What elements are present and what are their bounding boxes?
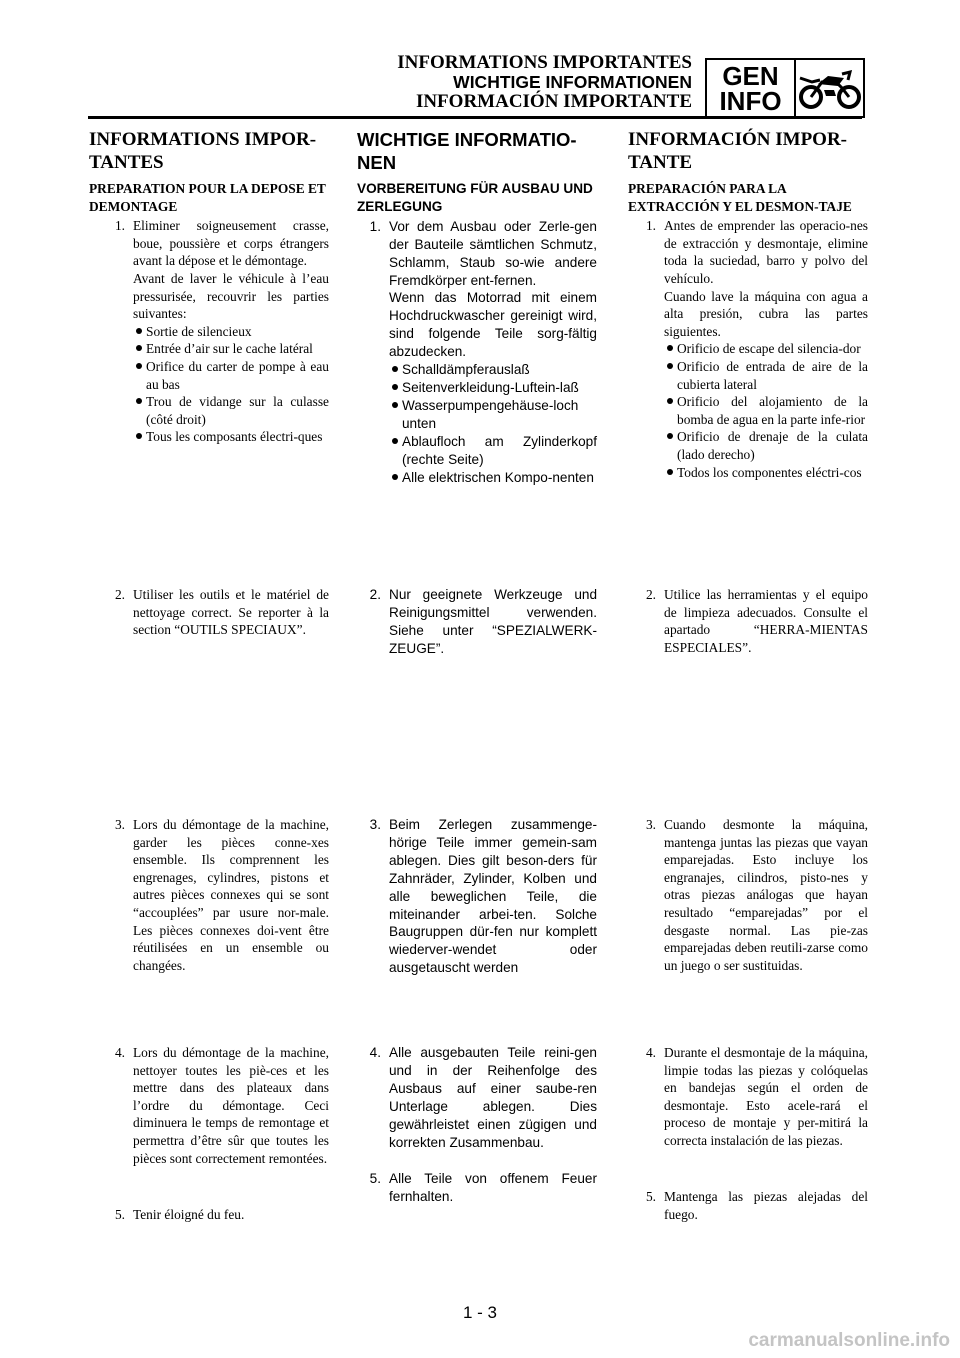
bullet-icon — [133, 340, 146, 358]
bullet-text: Alle elektrischen Kompo-nenten — [402, 469, 594, 485]
bullet-icon — [664, 340, 677, 358]
es-bullet — [664, 358, 868, 393]
bullet-text: Trou de vidange sur la culasse (côté droit) — [146, 394, 329, 427]
de-subheading: VORBEREITUNG FÜR AUSBAU UND ZERLEGUNG — [357, 181, 593, 214]
step-number: 4. — [369, 1045, 381, 1060]
bullet-icon — [133, 323, 146, 341]
spanish-column — [628, 128, 868, 481]
es-step-1-text: Antes de emprender las operacio-nes de extracción y desmontaje, elimine toda la suciedad, barro y polvo del vehículo. — [664, 218, 868, 286]
bullet-text: Seitenverkleidung-Luftein-laß — [402, 379, 579, 395]
es-step-1-note: Cuando lave la máquina con agua a alta presión, cubra las partes siguientes. — [664, 288, 868, 339]
es-heading: INFORMACIÓN IMPOR-TANTE — [628, 129, 848, 173]
step-number: 2. — [645, 587, 656, 602]
es-step-4 — [628, 1044, 868, 1150]
step-number: 5. — [369, 1171, 381, 1186]
bullet-text: Sortie de silencieux — [146, 323, 252, 339]
fr-step-1-note: Avant de laver le véhicule à l’eau pressurisée, recouvrir les parties suivantes: — [133, 270, 329, 322]
bullet-icon — [389, 397, 402, 433]
fr-heading: INFORMATIONS IMPOR-TANTES — [89, 129, 317, 173]
fr-bullet — [133, 393, 329, 428]
step-text: Durante el desmontaje de la máquina, limpie todas las piezas y colóquelas en bandejas según el orden de desmontaje. Esto acele-rará el proceso de montaje y per-mitirá la correcta instalación de las piezas. — [664, 1045, 868, 1148]
bullet-icon — [133, 393, 146, 428]
es-bullet — [664, 340, 868, 358]
german-column — [357, 128, 597, 486]
step-text: Beim Zerlegen zusammenge-hörige Teile immer gemein-sam ablegen. Dies gilt beson-ders für Zahnräder, Zylinder, Kolben und alle beweglichen Teile, die miteinander arbei-ten. Solche Baugruppen dür-fen nur komplett wiederver-wendet oder ausgetauscht werden — [389, 817, 597, 976]
step-number: 2. — [369, 587, 381, 602]
bullet-icon — [389, 433, 402, 469]
step-text: Lors du démontage de la machine, nettoyer toutes les piè-ces et les mettre dans des plateaux dans l’ordre du démontage. Ceci diminuera le temps de remontage et permettra d’être sûr que toutes les pièces sont correctement remontées. — [133, 1045, 329, 1166]
de-step-1-note: Wenn das Motorrad mit einem Hochdruckwascher gereinigt wird, sind folgende Teile sorg-fältig abzudecken. — [389, 290, 597, 360]
de-bullet — [389, 433, 597, 469]
step-number: 3. — [369, 817, 381, 832]
de-bullet — [389, 397, 597, 433]
de-step-1 — [357, 218, 597, 487]
de-heading: WICHTIGE INFORMATIO-NEN — [357, 129, 577, 173]
step-number: 1. — [114, 218, 125, 234]
bullet-text: Ablaufloch am Zylinderkopf (rechte Seite) — [402, 433, 597, 467]
es-subheading: PREPARACIÓN PARA LA EXTRACCIÓN Y EL DESMON-TAJE — [628, 181, 852, 214]
bullet-icon — [664, 393, 677, 428]
de-step-1-text: Vor dem Ausbau oder Zerle-gen der Bauteile sämtlichen Schmutz, Schlamm, Staub so-wie andere Fremdkörper ent-fernen. — [389, 218, 597, 288]
fr-step-5 — [89, 1206, 329, 1224]
gen-info-label — [707, 60, 796, 116]
de-step-4 — [357, 1044, 597, 1151]
bullet-icon — [664, 358, 677, 393]
bullet-icon — [389, 469, 402, 487]
step-text: Utilice las herramientas y el equipo de limpieza adecuados. Consulte el apartado “HERRA-MIENTAS ESPECIALES”. — [664, 587, 868, 655]
header-title-fr: INFORMATIONS IMPORTANTES — [397, 52, 692, 73]
badge-line2: INFO — [719, 86, 782, 116]
step-number: 2. — [114, 587, 125, 602]
es-bullet — [664, 464, 868, 482]
header-title-de: WICHTIGE INFORMATIONEN — [453, 72, 692, 92]
de-step-3 — [357, 816, 597, 977]
de-bullet — [389, 361, 597, 379]
fr-bullet — [133, 323, 329, 341]
fr-subheading: PREPARATION POUR LA DEPOSE ET DEMONTAGE — [89, 181, 326, 214]
es-bullet — [664, 428, 868, 463]
es-step-2 — [628, 586, 868, 656]
bullet-text: Orificio de drenaje de la culata (lado derecho) — [677, 429, 868, 462]
french-column — [89, 128, 329, 446]
bullet-icon — [133, 358, 146, 393]
de-bullet — [389, 379, 597, 397]
step-number: 4. — [645, 1045, 656, 1060]
gen-info-badge — [705, 58, 865, 118]
bullet-icon — [389, 361, 402, 379]
step-text: Alle Teile von offenem Feuer fernhalten. — [389, 1171, 597, 1204]
bullet-text: Tous les composants électri-ques — [146, 429, 323, 445]
es-step-3 — [628, 816, 868, 974]
step-number: 5. — [114, 1207, 125, 1222]
step-text: Mantenga las piezas alejadas del fuego. — [664, 1189, 868, 1222]
es-step-1 — [628, 217, 868, 481]
watermark: carmanualsonline.info — [748, 1330, 950, 1351]
bullet-text: Entrée d’air sur le cache latéral — [146, 341, 313, 357]
step-number: 3. — [645, 817, 656, 832]
step-text: Lors du démontage de la machine, garder les pièces conne-xes ensemble. Ils comprennent les engrenages, cylindres, pistons et autres pièces connexes qui se sont “accouplées” par usure nor-male. Les pièces connexes doi-vent être réutilisées en un ensemble ou changées. — [133, 817, 329, 973]
step-text: Nur geeignete Werkzeuge und Reinigungsmittel verwenden. Siehe unter “SPEZIALWERK-ZEUGE”. — [389, 587, 597, 656]
de-step-5 — [357, 1170, 597, 1206]
badge-line1: GEN — [722, 61, 779, 91]
fr-step-2 — [89, 586, 329, 639]
bullet-text: Orificio de escape del silencia-dor — [677, 341, 861, 357]
fr-step-4 — [89, 1044, 329, 1167]
bullet-text: Todos los componentes eléctri-cos — [677, 464, 862, 480]
step-text: Tenir éloigné du feu. — [133, 1207, 245, 1222]
bullet-text: Orificio de entrada de aire de la cubierta lateral — [677, 358, 868, 392]
es-step-5 — [628, 1188, 868, 1223]
bullet-icon — [664, 428, 677, 463]
fr-step-1 — [89, 217, 329, 446]
header-title-es: INFORMACIÓN IMPORTANTE — [415, 91, 692, 112]
step-number: 1. — [645, 218, 656, 234]
fr-bullet — [133, 340, 329, 358]
step-text: Cuando desmonte la máquina, mantenga juntas las piezas que vayan emparejadas. Esto incluye los engranajes, cilindros, pisto-nes y otras piezas análogas que hayan resultado “emparejadas” por el desgaste normal. Las pie-zas emparejadas deben reutili-zarse como un juego o ser sustituidas. — [664, 817, 868, 973]
bullet-text: Wasserpumpengehäuse-loch unten — [402, 397, 579, 431]
bullet-text: Schalldämpferauslaß — [402, 362, 530, 378]
page-number: 1 - 3 — [462, 1303, 498, 1322]
bullet-icon — [389, 379, 402, 397]
step-number: 5. — [645, 1189, 656, 1204]
motorcycle-icon — [796, 60, 863, 116]
step-number: 1. — [369, 218, 381, 234]
bullet-text: Orifice du carter de pompe à eau au bas — [146, 358, 329, 392]
step-text: Alle ausgebauten Teile reini-gen und in der Reihenfolge des Ausbaus auf einer saube-ren Unterlage ablegen. Dies gewährleistet einen zügigen und korrekten Zusammenbau. — [389, 1045, 597, 1150]
bullet-icon — [133, 428, 146, 446]
bullet-icon — [664, 464, 677, 482]
step-number: 4. — [114, 1045, 125, 1060]
de-bullet — [389, 469, 597, 487]
step-number: 3. — [114, 817, 125, 832]
fr-step-3 — [89, 816, 329, 974]
fr-bullet — [133, 428, 329, 446]
fr-bullet — [133, 358, 329, 393]
step-text: Utiliser les outils et le matériel de nettoyage correct. Se reporter à la section “OUTILS SPECIAUX”. — [133, 587, 329, 638]
de-step-2 — [357, 586, 597, 658]
es-bullet — [664, 393, 868, 428]
fr-step-1-text: Eliminer soigneusement crasse, boue, poussière et corps étrangers avant la dépose et le démontage. — [133, 218, 329, 269]
bullet-text: Orificio del alojamiento de la bomba de agua en la parte infe-rior — [677, 394, 868, 427]
